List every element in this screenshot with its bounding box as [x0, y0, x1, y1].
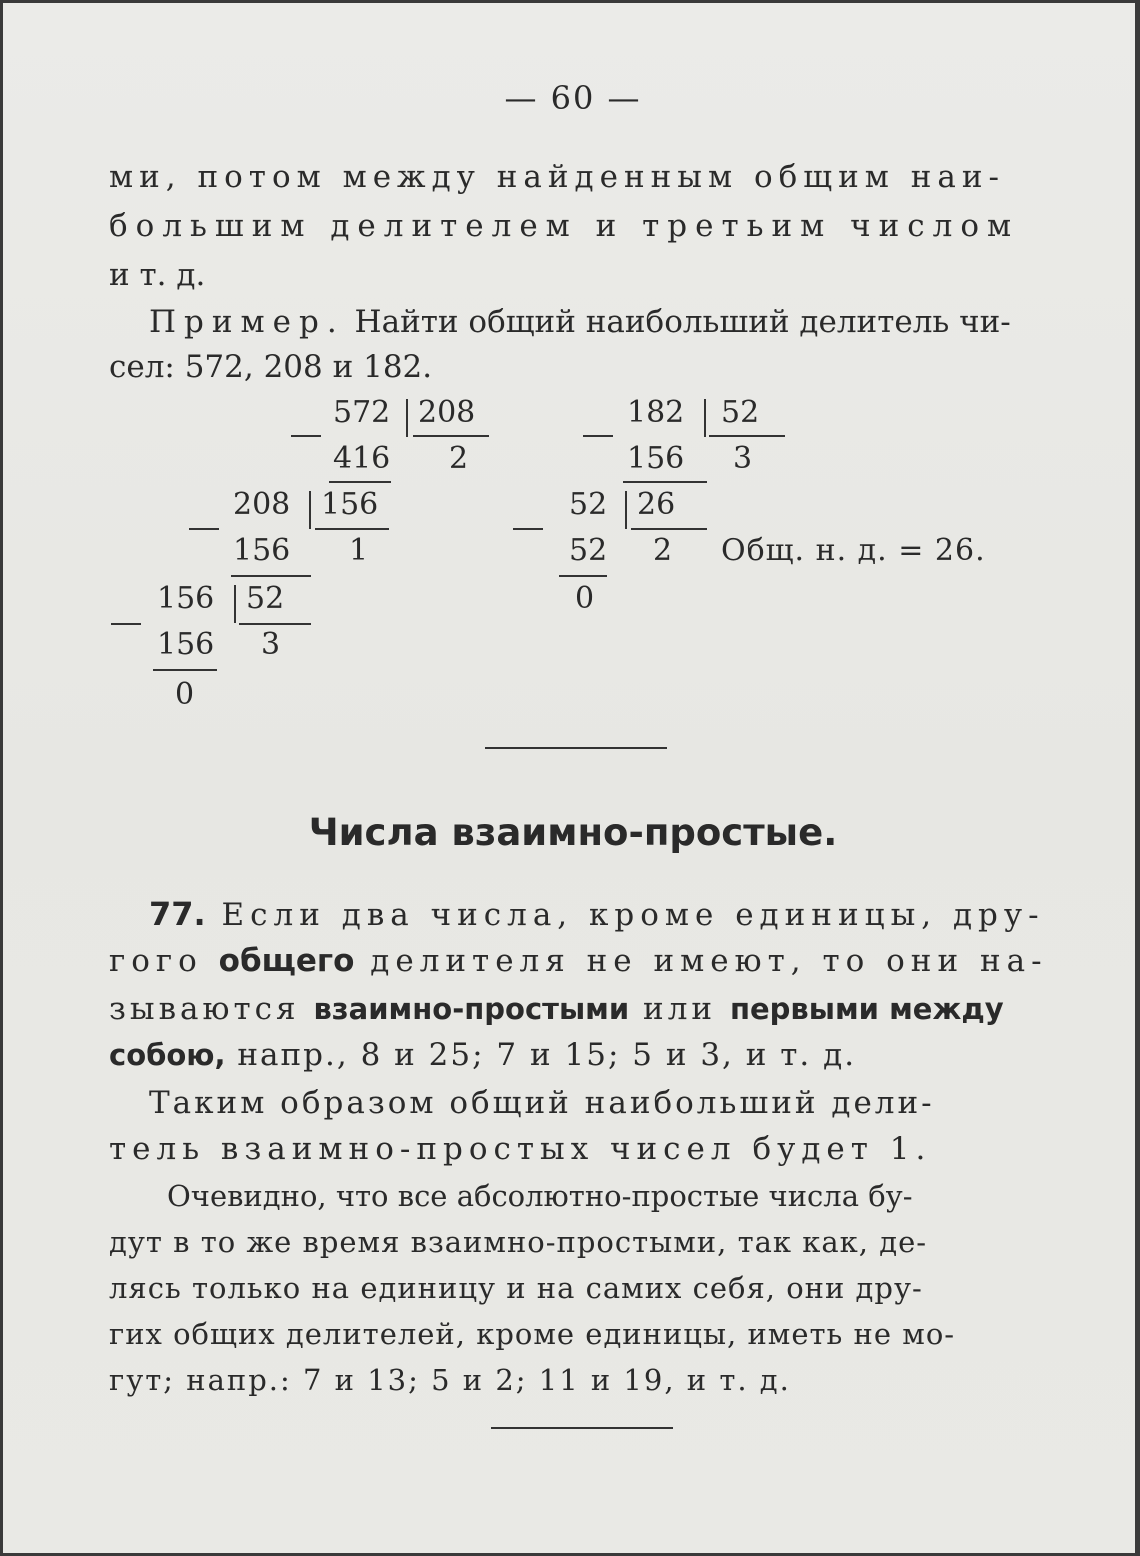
emphasis: общего	[218, 943, 355, 979]
divisor: 52	[246, 581, 285, 616]
text-span: или	[629, 991, 730, 1027]
subtrahend: 156	[627, 441, 685, 476]
dividend: 182	[627, 395, 685, 430]
section-divider	[485, 747, 667, 749]
paragraph-line: тель взаимно-простых чисел будет 1.	[109, 1131, 932, 1167]
subtrahend: 156	[157, 627, 215, 662]
quotient: 3	[733, 441, 753, 476]
remainder: 0	[575, 581, 595, 616]
subtraction-line	[623, 481, 707, 483]
divisor: 156	[321, 487, 379, 522]
paragraph-line	[109, 943, 1048, 979]
quotient: 1	[349, 533, 369, 568]
text-span: гого	[109, 943, 219, 979]
paragraph-line: Очевидно, что все абсолютно-простые числа бу-	[167, 1179, 913, 1213]
paragraph-line	[109, 1037, 856, 1073]
example-text: Найти общий наибольший делитель чи-	[344, 304, 1011, 340]
subtrahend: 52	[569, 533, 608, 568]
subtraction-line	[153, 669, 217, 671]
dividend: 52	[569, 487, 608, 522]
paragraph-line: лясь только на единицу и на самих себя, они дру-	[109, 1271, 923, 1305]
example-line: сел: 572, 208 и 182.	[109, 349, 433, 385]
quotient: 2	[653, 533, 673, 568]
dividend: 572	[333, 395, 391, 430]
text-line: и т. д.	[109, 257, 206, 293]
text-span: зываются	[109, 991, 314, 1027]
subtraction-line	[231, 575, 311, 577]
subtrahend: 156	[233, 533, 291, 568]
minus-sign	[111, 623, 141, 625]
paragraph-line: гих общих делителей, кроме единицы, иметь не мо-	[109, 1317, 956, 1351]
division-bar	[309, 491, 311, 529]
subtrahend: 416	[333, 441, 391, 476]
text-span: Если два числа, кроме единицы, дру-	[205, 897, 1045, 933]
minus-sign	[189, 528, 219, 530]
minus-sign	[291, 435, 321, 437]
minus-sign	[513, 528, 543, 530]
example-line	[149, 304, 1011, 340]
quotient: 2	[449, 441, 469, 476]
text-span: делителя не имеют, то они на-	[354, 943, 1048, 979]
paragraph-line	[149, 895, 1045, 933]
text-span: напр., 8 и 25; 7 и 15; 5 и 3, и т. д.	[225, 1037, 857, 1073]
paragraph-line: дут в то же время взаимно-простыми, так как, де-	[109, 1225, 928, 1259]
minus-sign	[583, 435, 613, 437]
dividend: 208	[233, 487, 291, 522]
gcd-result: Общ. н. д. = 26.	[721, 533, 986, 568]
divisor-underline	[709, 435, 785, 437]
divisor: 26	[637, 487, 676, 522]
emphasis: взаимно-простыми	[313, 992, 630, 1026]
paragraph-line	[109, 991, 1004, 1027]
text-line: ми, потом между найденным общим наи-	[109, 159, 1006, 195]
divisor-underline	[631, 528, 707, 530]
paragraph-line: Таким образом общий наибольший дели-	[149, 1085, 935, 1121]
paragraph-line: гут; напр.: 7 и 13; 5 и 2; 11 и 19, и т. д.	[109, 1363, 791, 1397]
subtraction-line	[559, 575, 607, 577]
section-divider	[491, 1427, 673, 1429]
divisor: 52	[721, 395, 760, 430]
division-bar	[625, 491, 627, 529]
divisor-underline	[413, 435, 489, 437]
remainder: 0	[175, 677, 195, 712]
page-number: — 60 —	[504, 79, 642, 117]
quotient: 3	[261, 627, 281, 662]
subtraction-line	[329, 481, 391, 483]
division-bar	[406, 399, 408, 437]
divisor-underline	[315, 528, 389, 530]
paragraph-number: 77.	[149, 895, 206, 933]
divisor-underline	[239, 623, 311, 625]
division-bar	[234, 585, 236, 623]
emphasis: собою,	[109, 1038, 226, 1072]
section-title: Числа взаимно-простые.	[308, 811, 838, 854]
example-label: Пример.	[149, 304, 345, 340]
division-bar	[704, 399, 706, 437]
divisor: 208	[418, 395, 476, 430]
emphasis: первыми между	[729, 992, 1004, 1026]
text-line: большим делителем и третьим числом	[109, 208, 1020, 244]
dividend: 156	[157, 581, 215, 616]
